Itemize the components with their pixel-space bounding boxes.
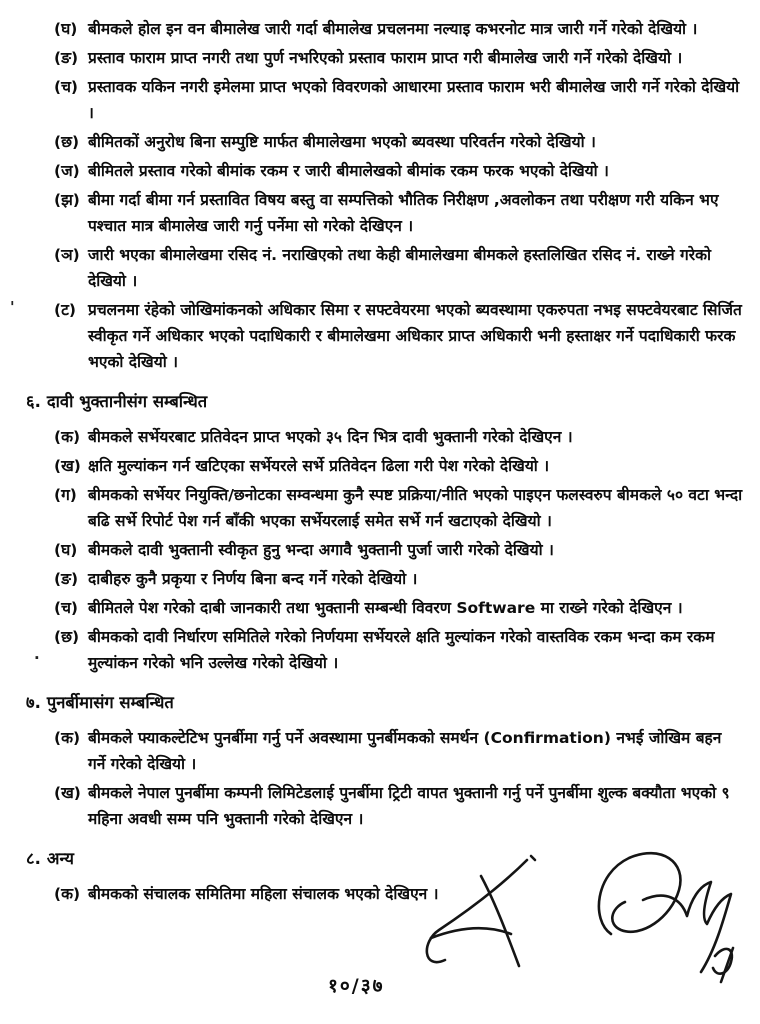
signature-1: [415, 838, 745, 998]
item-label: (क): [54, 885, 81, 903]
item-text: जारी भएका बीमालेखमा रसिद नं. नराखिएको तथा केही बीमालेखमा बीमकले हस्तलिखित रसिद नं. राख्ने गरेको देखियो ।: [88, 246, 712, 290]
list-item: [54, 45, 748, 71]
item-label: (झ): [54, 191, 80, 209]
list-item: [54, 242, 748, 294]
section-number: ८.: [26, 849, 41, 868]
item-text: बीमकले सर्भेयरबाट प्रतिवेदन प्राप्त भएको ३५ दिन भित्र दावी भुक्तानी गरेको देखिएन ।: [88, 428, 573, 446]
item-label: (घ): [54, 20, 78, 38]
item-text: प्रचलनमा रंहेको जोखिमांकनको अधिकार सिमा र सफ्टवेयरमा भएको ब्यवस्थामा एकरुपता नभइ सफ्टवेयरबाट सिर्जित स्वीकृत गर्ने अधिकार भएको पदाधिकारी र बीमालेखमा अधिकार प्राप्त अधिकारी भनी हस्ताक्षर गर्ने पदाधिकारी फरक भएको देखियो ।: [88, 301, 742, 371]
list-item: [54, 595, 748, 621]
item-label: (ज): [54, 162, 80, 180]
item-text: बीमकले फ्याकल्टेटिभ पुनर्बीमा गर्नु पर्ने अवस्थामा पुनर्बीमकको समर्थन (Confirmation) नभई जोखिम बहन गर्ने गरेको देखियो ।: [88, 729, 722, 773]
section-heading: [26, 389, 748, 415]
list-item: [54, 297, 748, 375]
item-text: बीमा गर्दा बीमा गर्न प्रस्तावित विषय बस्तु वा सम्पत्तिको भौतिक निरीक्षण ,अवलोकन तथा परीक्षण गरी यकिन भए पश्चात मात्र बीमालेख जारी गर्नु पर्नेमा सो गरेको देखिएन ।: [88, 191, 719, 235]
item-label: (छ): [54, 133, 80, 151]
list-item: [54, 158, 748, 184]
list-item: [54, 482, 748, 534]
item-text: बीमकको सर्भेयर नियुक्ति/छनोटका सम्वन्धमा कुनै स्पष्ट प्रक्रिया/नीति भएको पाइएन फलस्वरुप बीमकले ५० वटा भन्दा बढि सर्भे रिपोर्ट पेश गर्न बाँकी भएका सर्भेयरलाई समेत सर्भे गर्न खटाएको देखियो ।: [88, 486, 743, 530]
section-number: ६.: [26, 392, 41, 411]
item-label: (ङ): [54, 49, 79, 67]
item-text: प्रस्ताव फाराम प्राप्त नगरी तथा पुर्ण नभरिएको प्रस्ताव फाराम प्राप्त गरी बीमालेख जारी गर्ने गरेको देखियो ।: [88, 49, 683, 67]
item-text: बीमितकों अनुरोध बिना सम्पुष्टि मार्फत बीमालेखमा भएको ब्यवस्था परिवर्तन गरेको देखियो ।: [88, 133, 596, 151]
item-label: (घ): [54, 541, 78, 559]
list-item: [54, 780, 748, 832]
item-text: बीमितले प्रस्ताव गरेको बीमांक रकम र जारी बीमालेखको बीमांक रकम फरक भएको देखियो ।: [88, 162, 609, 180]
item-label: (च): [54, 78, 79, 96]
list-item: [54, 725, 748, 777]
stray-mark: ': [10, 298, 15, 316]
item-label: (ट): [54, 301, 76, 319]
item-label: (क): [54, 729, 81, 747]
item-text: प्रस्तावक यकिन नगरी इमेलमा प्राप्त भएको विवरणको आधारमा प्रस्ताव फाराम भरी बीमालेख जारी गर्ने गरेको देखियो ।: [88, 78, 740, 122]
section-heading: [26, 690, 748, 716]
item-text: बीमकको दावी निर्धारण समितिले गरेको निर्णयमा सर्भेयरले क्षति मुल्यांकन गरेको वास्तविक रकम भन्दा कम रकम मुल्यांकन गरेको भनि उल्लेख गरेको देखियो ।: [88, 628, 715, 672]
item-text: बीमितले पेश गरेको दाबी जानकारी तथा भुक्तानी सम्बन्धी विवरण Software मा राख्ने गरेको देखिएन ।: [88, 599, 683, 617]
item-text: बीमकले दावी भुक्तानी स्वीकृत हुनु भन्दा अगावै भुक्तानी पुर्जा जारी गरेको देखियो ।: [88, 541, 554, 559]
signature-area: [415, 838, 745, 998]
section-title: अन्य: [46, 849, 74, 868]
list-item: [54, 453, 748, 479]
section-title: पुनर्बीमासंग सम्बन्धित: [46, 693, 174, 712]
section-claims: [26, 389, 748, 676]
item-label: (ख): [54, 457, 81, 475]
item-text: बीमकले होल इन वन बीमालेख जारी गर्दा बीमालेख प्रचलनमा नल्याइ कभरनोट मात्र जारी गर्ने गरेको देखियो ।: [88, 20, 698, 38]
list-item: [54, 74, 748, 126]
item-text: बीमकको संचालक समितिमा महिला संचालक भएको देखिएन ।: [88, 885, 439, 903]
list-item: [54, 187, 748, 239]
section-title: दावी भुक्तानीसंग सम्बन्धित: [46, 392, 208, 411]
item-label: (ञ): [54, 246, 80, 264]
page-number: १०/३७: [328, 975, 385, 997]
section-number: ७.: [26, 693, 41, 712]
item-label: (छ): [54, 628, 80, 646]
stray-mark: .: [34, 645, 40, 663]
item-label: (क): [54, 428, 81, 446]
item-text: क्षति मुल्यांकन गर्न खटिएका सर्भेयरले सर्भे प्रतिवेदन ढिला गरी पेश गरेको देखियो ।: [88, 457, 550, 475]
item-label: (ङ): [54, 570, 79, 588]
list-item: [54, 566, 748, 592]
item-text: दाबीहरु कुनै प्रकृया र निर्णय बिना बन्द गर्ने गरेको देखियो ।: [88, 570, 418, 588]
list-item: [54, 537, 748, 563]
item-label: (च): [54, 599, 79, 617]
list-item: [54, 424, 748, 450]
list-item: [54, 16, 748, 42]
item-text: बीमकले नेपाल पुनर्बीमा कम्पनी लिमिटेडलाई पुनर्बीमा ट्रिटी वापत भुक्तानी गर्नु पर्ने पुनर्बीमा शुल्क बक्यौता भएको ९ महिना अवधी सम्म पनि भुक्तानी गरेको देखिएन ।: [88, 784, 730, 828]
list-item: [54, 624, 748, 676]
item-label: (ख): [54, 784, 81, 802]
list-item: [54, 129, 748, 155]
item-label: (ग): [54, 486, 77, 504]
section-reinsurance: [26, 690, 748, 832]
